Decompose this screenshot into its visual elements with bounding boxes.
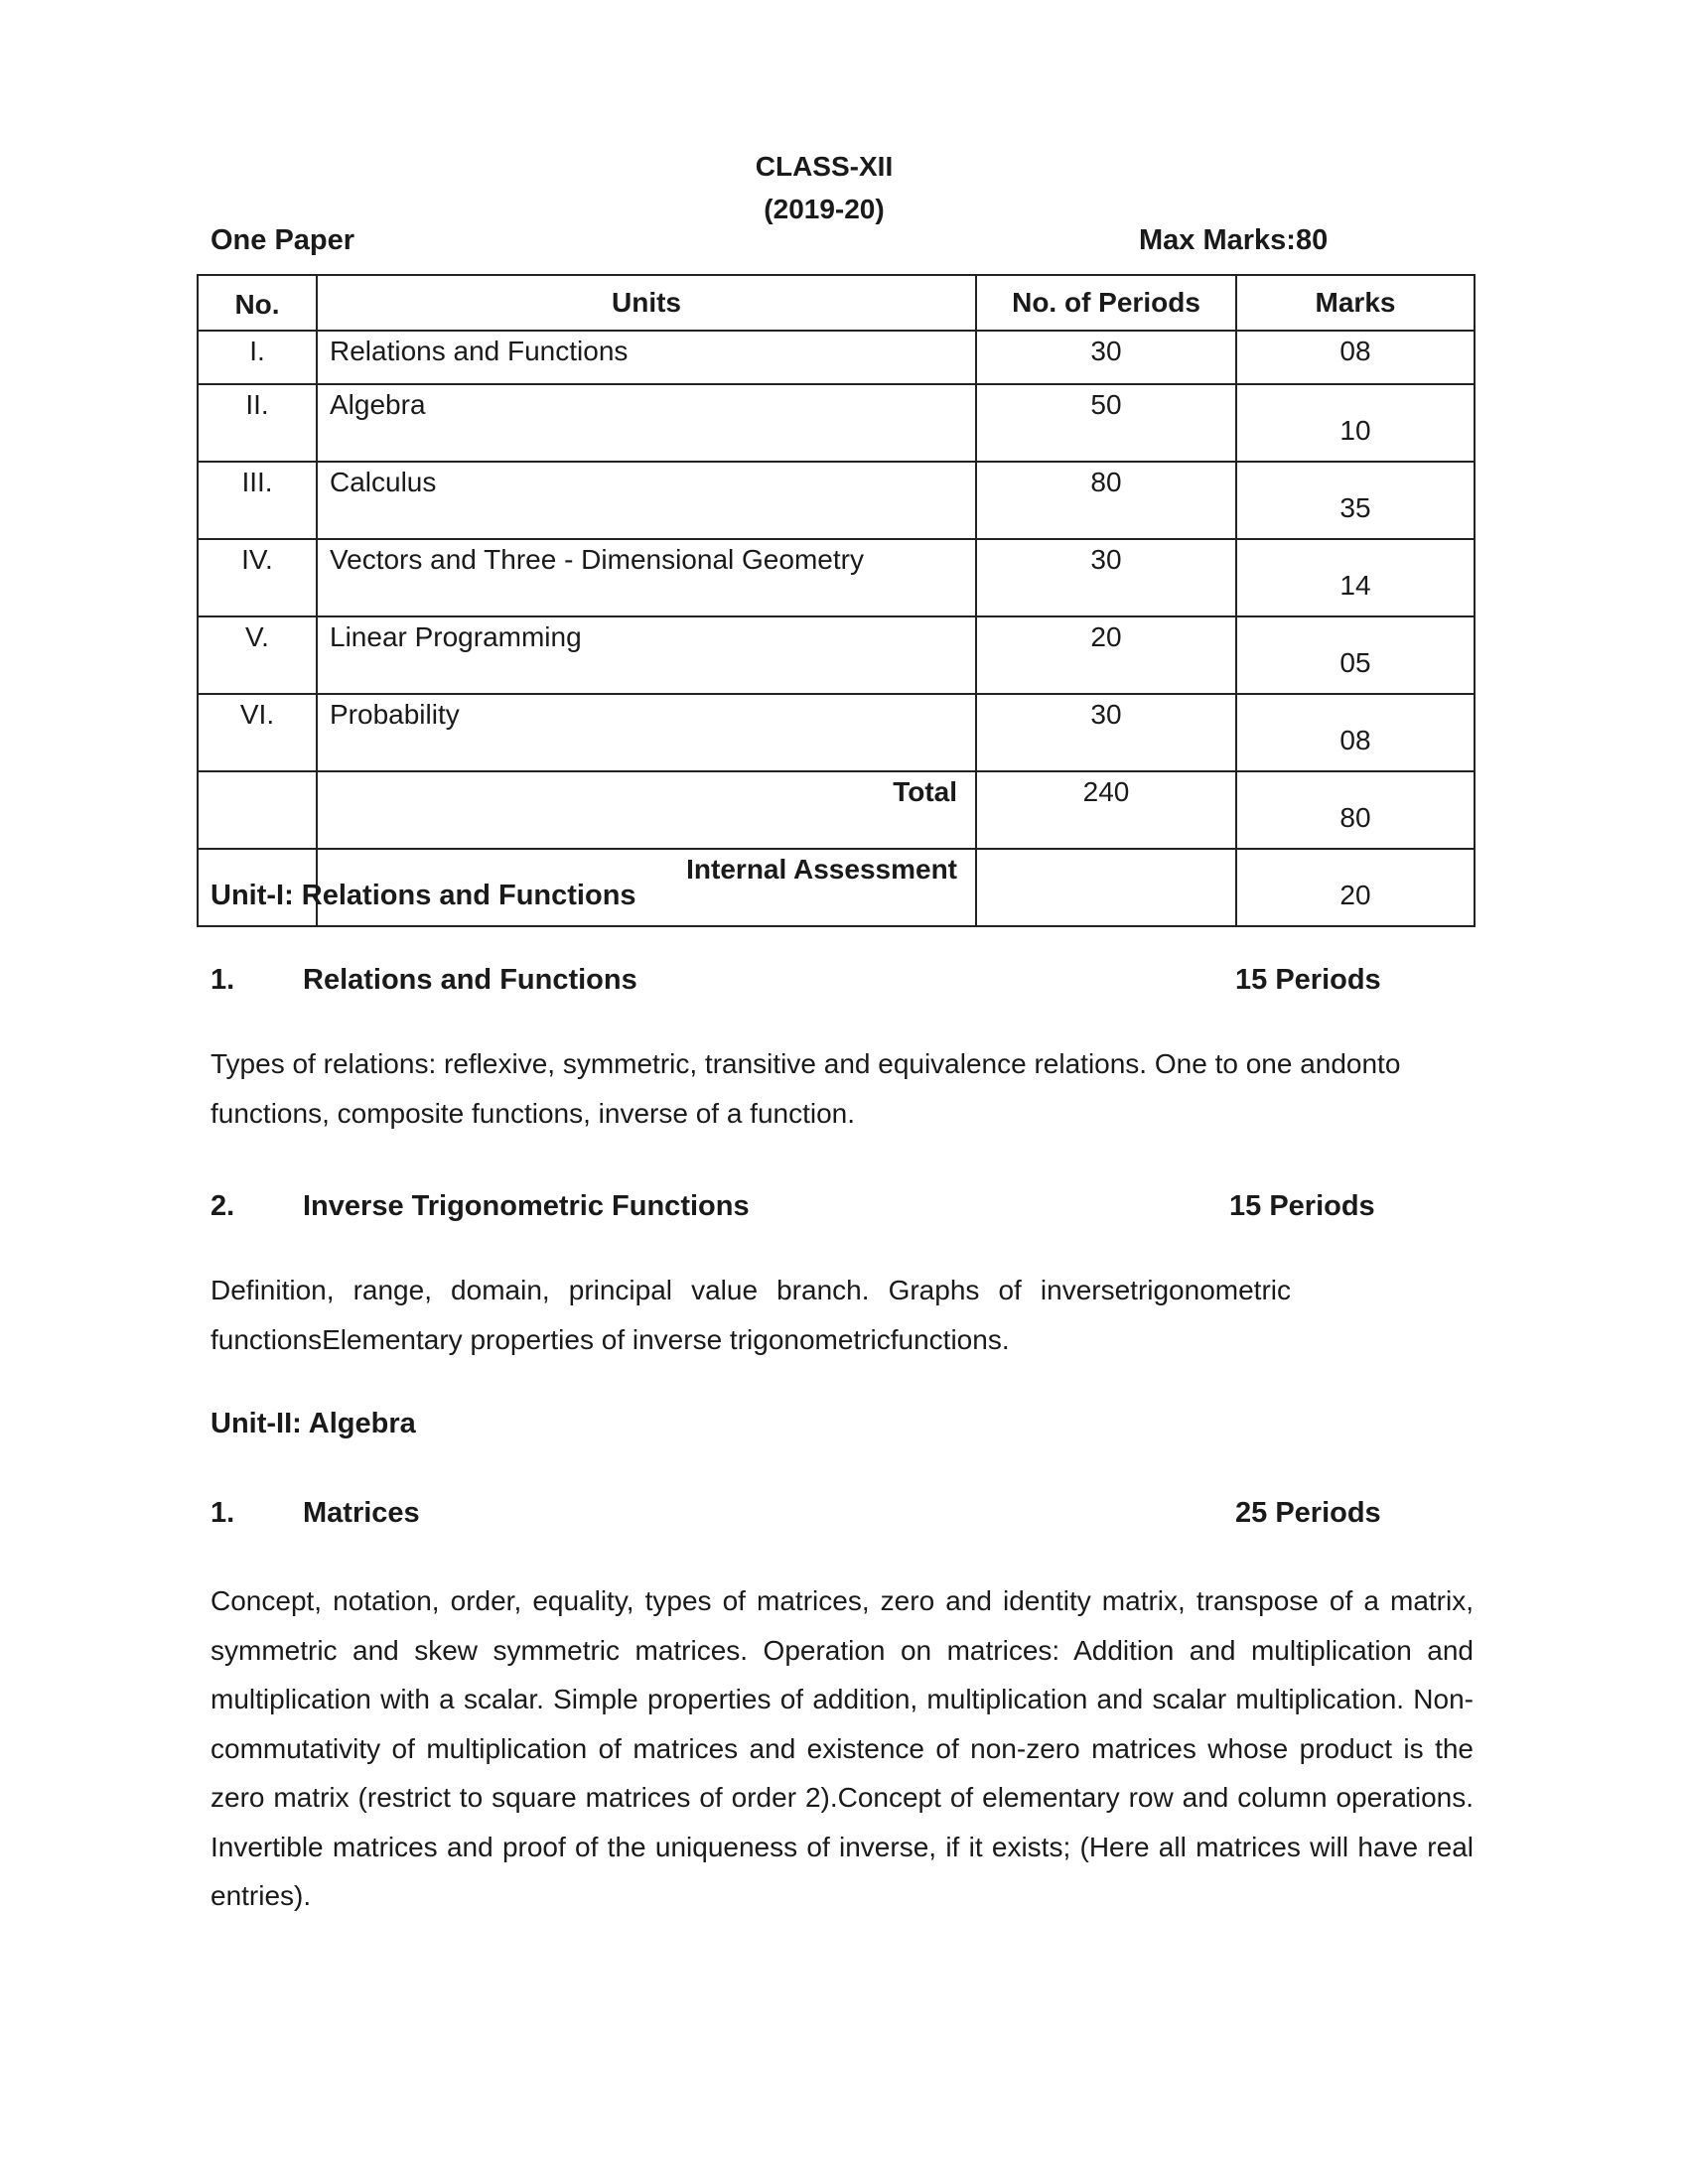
paper-label: One Paper [211, 224, 355, 256]
table-row [198, 384, 1475, 462]
table-row [198, 331, 1475, 384]
total-row [198, 771, 1475, 849]
row-no: VI. [198, 694, 317, 771]
internal-label: Internal Assessment [317, 849, 976, 926]
row-no: IV. [198, 539, 317, 616]
row-marks: 14 [1236, 539, 1475, 616]
row-no: III. [198, 462, 317, 539]
row-periods: 80 [976, 462, 1236, 539]
row-marks: 08 [1236, 331, 1475, 384]
unit1-heading: Unit-I: Relations and Functions [211, 880, 636, 911]
unit2-heading: Unit-II: Algebra [211, 1408, 416, 1439]
header-units: Units [317, 275, 976, 331]
section-periods: 25 Periods [1235, 1497, 1381, 1529]
row-periods: 20 [976, 616, 1236, 694]
row-periods: 50 [976, 384, 1236, 462]
internal-marks: 20 [1236, 849, 1475, 926]
table-row [198, 616, 1475, 694]
section-number: 1. [211, 964, 235, 996]
section-description: Types of relations: reflexive, symmetric, transitive and equivalence relations. One to one andonto functions, composite functions, inverse of a function. [211, 1048, 1401, 1129]
section-title: Inverse Trigonometric Functions [303, 1190, 750, 1222]
total-periods: 240 [976, 771, 1236, 849]
row-marks: 35 [1236, 462, 1475, 539]
syllabus-table [197, 274, 1476, 927]
row-marks: 10 [1236, 384, 1475, 462]
row-unit: Algebra [317, 384, 976, 462]
max-marks-label: Max Marks:80 [1139, 224, 1329, 256]
section-number: 2. [211, 1190, 235, 1222]
header-no: No. [198, 275, 317, 331]
row-unit: Calculus [317, 462, 976, 539]
total-no-cell [198, 771, 317, 849]
row-marks: 05 [1236, 616, 1475, 694]
table-row [198, 694, 1475, 771]
row-no: I. [198, 331, 317, 384]
row-periods: 30 [976, 539, 1236, 616]
row-periods: 30 [976, 331, 1236, 384]
table-header-row [198, 275, 1475, 331]
table-row [198, 462, 1475, 539]
row-unit: Relations and Functions [317, 331, 976, 384]
header-periods: No. of Periods [976, 275, 1236, 331]
section-title: Matrices [303, 1497, 420, 1529]
section-number: 1. [211, 1497, 235, 1529]
row-unit: Vectors and Three - Dimensional Geometry [317, 539, 976, 616]
section-title: Relations and Functions [303, 964, 637, 996]
section-periods: 15 Periods [1229, 1190, 1375, 1222]
class-title: CLASS-XII [755, 151, 894, 182]
section-description: Concept, notation, order, equality, types of matrices, zero and identity matrix, transpose of a matrix, symmetric and skew symmetric matrices. Operation on matrices: Addition and multiplication and multiplication with a scalar. Simple properties of addition, multiplication and scalar multiplication. Non- commutativity of multiplication of matrices and existence of non-zero matrices whose product is the zero matrix (restrict to square matrices of order 2).Concept of elementary row and column operations. Invertible matrices and proof of the uniqueness of inverse, if it exists; (Here all matrices will have real entries). [211, 1585, 1474, 1911]
row-periods: 30 [976, 694, 1236, 771]
total-label: Total [317, 771, 976, 849]
row-unit: Probability [317, 694, 976, 771]
internal-periods-cell [976, 849, 1236, 926]
total-marks: 80 [1236, 771, 1475, 849]
row-no: V. [198, 616, 317, 694]
header-marks: Marks [1236, 275, 1475, 331]
section-periods: 15 Periods [1235, 964, 1381, 996]
session-label: (2019-20) [764, 194, 885, 224]
row-no: II. [198, 384, 317, 462]
section-description: Definition, range, domain, principal value branch. Graphs of inversetrigonometric functionsElementary properties of inverse trigonometricfunctions. [211, 1275, 1291, 1355]
row-unit: Linear Programming [317, 616, 976, 694]
row-marks: 08 [1236, 694, 1475, 771]
table-row [198, 539, 1475, 616]
